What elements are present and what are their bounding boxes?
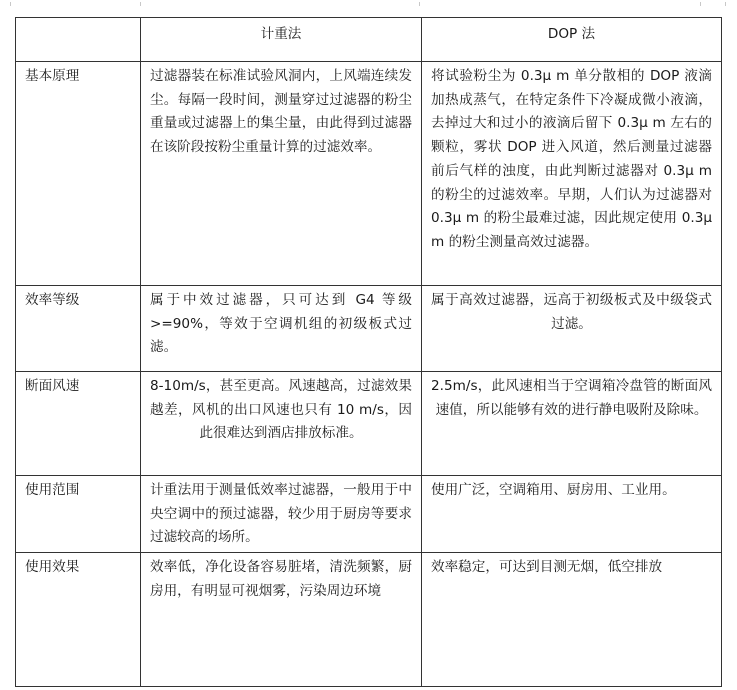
cell-gravimetric-usage-effect: 效率低，净化设备容易脏堵，清洗频繁，厨房用，有明显可视烟雾，污染周边环境 [141,553,422,687]
top-edge-mark [419,2,420,6]
row-label-usage-effect: 使用效果 [16,553,141,687]
cell-dop-application-range: 使用广泛，空调箱用、厨房用、工业用。 [422,476,722,553]
cell-dop-principle: 将试验粉尘为 0.3μ m 单分散相的 DOP 液滴加热成蒸气，在特定条件下冷凝成微小液滴，去掉过大和过小的液滴后留下 0.3μ m 左右的颗粒，雾状 DOP 进入风道，然后测量过滤器前后气样的浊度，由此判断过滤器对 0.3μ m 的粉尘的过滤效率。早期，人们认为过滤器对 0.3μ m 的粉尘最难过滤，因此规定使用 0.3μ m 的粉尘测量高效过滤器。 [422,62,722,286]
header-gravimetric-method: 计重法 [141,18,422,62]
row-label-face-velocity: 断面风速 [16,372,141,476]
top-edge-mark [700,2,701,6]
row-label-efficiency-grade: 效率等级 [16,286,141,372]
header-row [16,18,722,62]
table-row [16,62,722,286]
cell-gravimetric-principle: 过滤器装在标准试验风洞内，上风端连续发尘。每隔一段时间，测量穿过过滤器的粉尘重量或过滤器上的集尘量，由此得到过滤器在该阶段按粉尘重量计算的过滤效率。 [141,62,422,286]
row-label-application-range: 使用范围 [16,476,141,553]
row-label-principle: 基本原理 [16,62,141,286]
table-row [16,553,722,687]
cell-gravimetric-application-range: 计重法用于测量低效率过滤器，一般用于中央空调中的预过滤器，较少用于厨房等要求过滤较高的场所。 [141,476,422,553]
header-dop-method: DOP 法 [422,18,722,62]
cell-dop-face-velocity: 2.5m/s，此风速相当于空调箱冷盘管的断面风速值，所以能够有效的进行静电吸附及除味。 [422,372,722,476]
table-row [16,286,722,372]
cell-dop-usage-effect: 效率稳定，可达到目测无烟，低空排放 [422,553,722,687]
cell-dop-efficiency-grade: 属于高效过滤器，远高于初级板式及中级袋式过滤。 [422,286,722,372]
top-edge-mark [725,2,726,6]
page-top-edge [0,0,737,6]
top-edge-mark [140,2,141,6]
cell-gravimetric-face-velocity: 8-10m/s，甚至更高。风速越高，过滤效果越差，风机的出口风速也只有 10 m/s，因此很难达到酒店排放标准。 [141,372,422,476]
header-corner-cell [16,18,141,62]
table-row [16,476,722,553]
cell-gravimetric-efficiency-grade: 属于中效过滤器，只可达到 G4 等级>=90%，等效于空调机组的初级板式过滤。 [141,286,422,372]
top-edge-mark [10,2,11,6]
table-row [16,372,722,476]
comparison-table [15,17,722,687]
